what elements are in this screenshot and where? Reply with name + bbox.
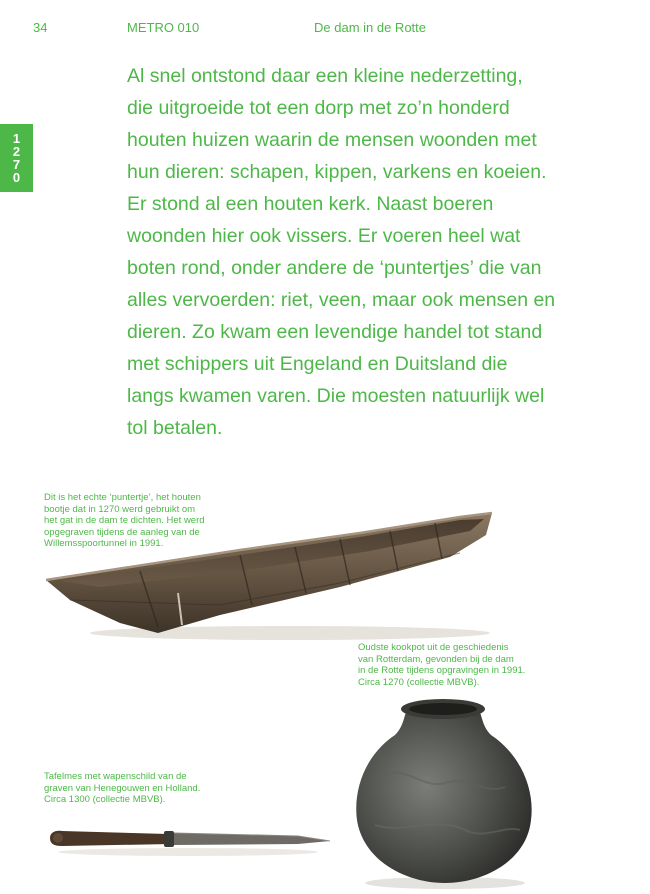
body-line: met schippers uit Engeland en Duitsland die (127, 353, 508, 375)
caption-line: in de Rotte tijdens opgravingen in 1991. (358, 665, 526, 676)
body-line: die uitgroeide tot een dorp met zo’n honderd (127, 97, 510, 119)
caption-line: het gat in de dam te dichten. Het werd (44, 515, 205, 526)
boat-image (40, 505, 500, 645)
caption-line: graven van Henegouwen en Holland. (44, 782, 201, 794)
year-digit: 0 (12, 170, 21, 185)
cooking-pot-image (345, 695, 540, 890)
body-line: hun dieren: schapen, kippen, varkens en koeien. (127, 161, 547, 183)
pot-caption (358, 642, 558, 688)
body-line: tol betalen. (127, 417, 223, 439)
caption-line: Oudste kookpot uit de geschiedenis (358, 642, 509, 653)
body-paragraph (127, 60, 597, 444)
body-line: Al snel ontstond daar een kleine nederzetting, (127, 65, 523, 87)
body-line: alles vervoerden: riet, veen, maar ook mensen en (127, 289, 556, 311)
year-digit: 7 (12, 157, 21, 172)
year-digit: 2 (12, 144, 21, 159)
body-line: houten huizen waarin de mensen woonden met (127, 129, 537, 151)
caption-line: Tafelmes met wapenschild van de (44, 771, 187, 782)
table-knife-image (48, 822, 333, 858)
year-tab (0, 124, 33, 192)
caption-line: bootje dat in 1270 werd gebruikt om (44, 503, 196, 515)
caption-line: opgegraven tijdens de aanleg van de (44, 526, 200, 538)
body-line: dieren. Zo kwam een levendige handel tot stand (127, 321, 543, 343)
caption-line: van Rotterdam, gevonden bij de dam (358, 653, 514, 665)
knife-caption (44, 771, 234, 806)
year-digit: 1 (12, 131, 21, 146)
running-header (0, 20, 650, 38)
body-line: woonden hier ook vissers. Er voeren heel wat (127, 225, 521, 247)
body-line: langs kwamen varen. Die moesten natuurlijk wel (127, 385, 545, 407)
series-title: METRO 010 (127, 20, 200, 35)
caption-line: Circa 1270 (collectie MBVB). (358, 676, 480, 688)
caption-line: Dit is het echte ‘puntertje’, het houten (44, 492, 201, 503)
page-number: 34 (33, 20, 48, 35)
body-line: Er stond al een houten kerk. Naast boeren (127, 193, 494, 215)
caption-line: Circa 1300 (collectie MBVB). (44, 794, 166, 805)
caption-line: Willemsspoortunnel in 1991. (44, 538, 164, 549)
chapter-title: De dam in de Rotte (314, 20, 427, 35)
body-line: boten rond, onder andere de ‘puntertjes’ die van (127, 257, 542, 279)
